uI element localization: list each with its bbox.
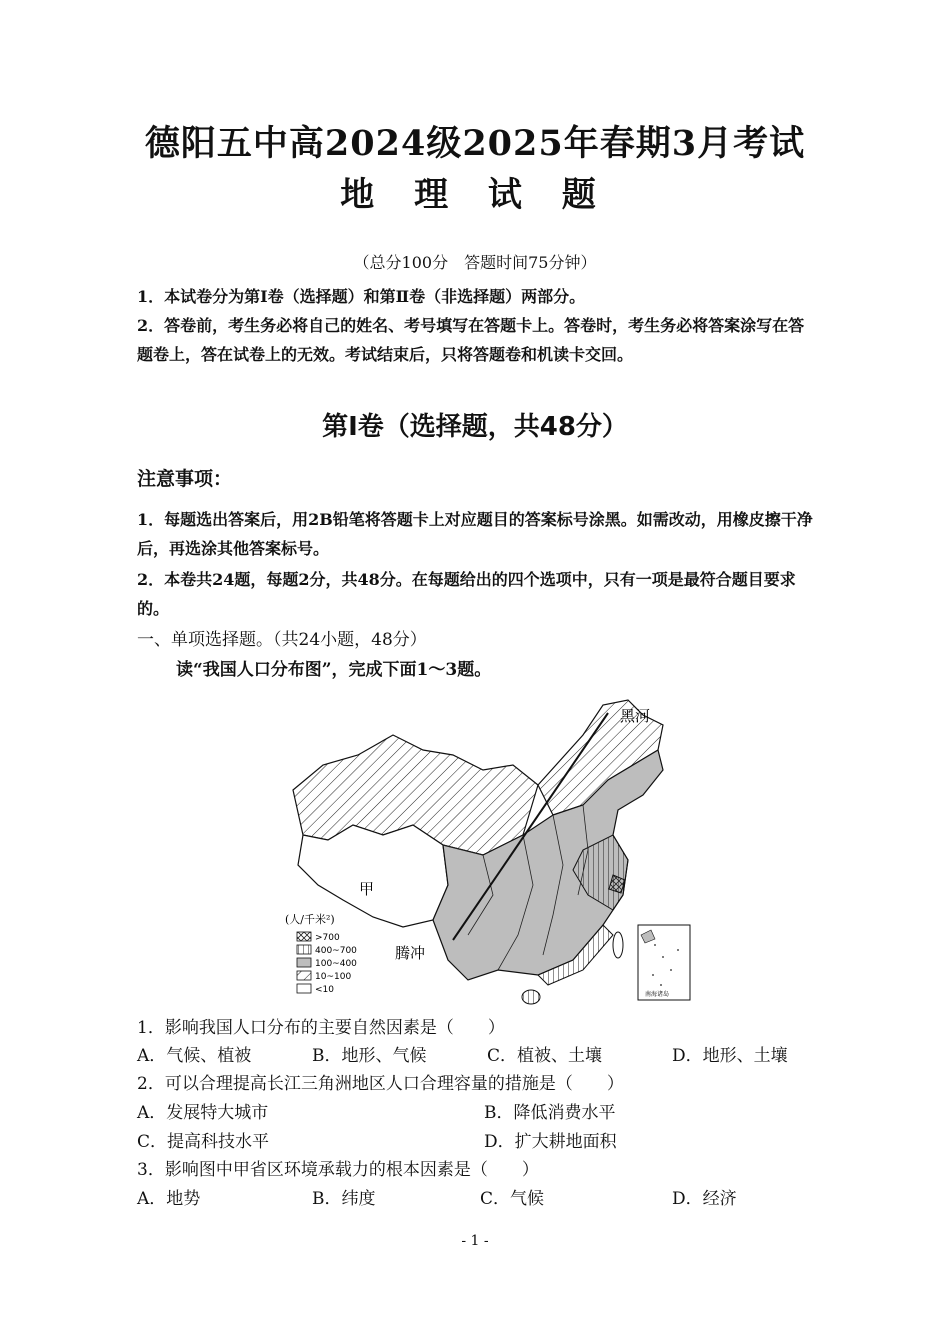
- q1-option-a[interactable]: A．气候、植被: [137, 1046, 252, 1066]
- question-3: 3．影响图中甲省区环境承载力的根本因素是（ ）: [137, 1160, 539, 1180]
- population-map: [283, 695, 703, 1010]
- note-2: 2．本卷共24题，每题2分，共48分。在每题给出的四个选项中，只有一项是最符合题目要求的。: [137, 570, 796, 618]
- zone-tibet: [298, 825, 448, 927]
- instruction-1: 1．本试卷分为第Ⅰ卷（选择题）和第Ⅱ卷（非选择题）两部分。: [137, 287, 586, 306]
- legend-400-700: 400~700: [315, 946, 357, 956]
- legend-10-100: 10~100: [315, 972, 352, 982]
- instruction-2: 2．答卷前，考生务必将自己的姓名、考号填写在答题卡上。答卷时，考生务必将答案涂写在答题卷上，答在试卷上的无效。考试结束后，只将答题卷和机读卡交回。: [137, 316, 805, 364]
- question-1: 1．影响我国人口分布的主要自然因素是（ ）: [137, 1018, 505, 1038]
- legend-gt700: >700: [315, 933, 340, 943]
- legend-lt10: <10: [315, 985, 334, 995]
- heihe-label: 黑河: [620, 707, 651, 725]
- note-1: 1．每题选出答案后，用2B铅笔将答题卡上对应题目的答案标号涂黑。如需改动，用橡皮擦干净后，再选涂其他答案标号。: [137, 510, 813, 558]
- legend: [297, 932, 357, 995]
- q1-option-c[interactable]: C．植被、土壤: [487, 1046, 603, 1066]
- legend-100-400: 100~400: [315, 959, 357, 969]
- q3-option-c[interactable]: C．气候: [480, 1189, 545, 1209]
- q1-option-b[interactable]: B．地形、气候: [312, 1046, 427, 1066]
- map-intro: 读“我国人口分布图”，完成下面1～3题。: [176, 660, 492, 680]
- q1-option-d[interactable]: D．地形、土壤: [672, 1046, 788, 1066]
- q2-option-b[interactable]: B．降低消费水平: [484, 1103, 616, 1123]
- legend-title: (人/千米²): [285, 913, 335, 926]
- page-number: - 1 -: [461, 1233, 489, 1249]
- q2-option-d[interactable]: D．扩大耕地面积: [484, 1132, 617, 1152]
- hainan: [522, 990, 540, 1004]
- tengchong-label: 腾冲: [395, 944, 426, 962]
- taiwan: [613, 932, 623, 958]
- exam-meta: （总分100分 答题时间75分钟）: [353, 253, 597, 272]
- exam-title: 德阳五中高2024级2025年春期3月考试: [144, 123, 806, 164]
- jia-label: 甲: [359, 880, 375, 898]
- q3-option-b[interactable]: B．纬度: [312, 1189, 376, 1209]
- section-title: 第Ⅰ卷（选择题，共48分）: [322, 412, 628, 442]
- inset-label: 南海诸岛: [645, 991, 670, 998]
- subject-title: 地 理 试 题: [340, 175, 610, 215]
- q2-option-a[interactable]: A．发展特大城市: [137, 1103, 269, 1123]
- question-2: 2．可以合理提高长江三角洲地区人口合理容量的措施是（ ）: [137, 1074, 624, 1094]
- part-heading: 一、单项选择题。（共24小题，48分）: [137, 630, 427, 650]
- q3-option-a[interactable]: A．地势: [137, 1189, 201, 1209]
- q3-option-d[interactable]: D．经济: [672, 1189, 737, 1209]
- q2-option-c[interactable]: C．提高科技水平: [137, 1132, 270, 1152]
- notes-heading: 注意事项：: [137, 468, 233, 490]
